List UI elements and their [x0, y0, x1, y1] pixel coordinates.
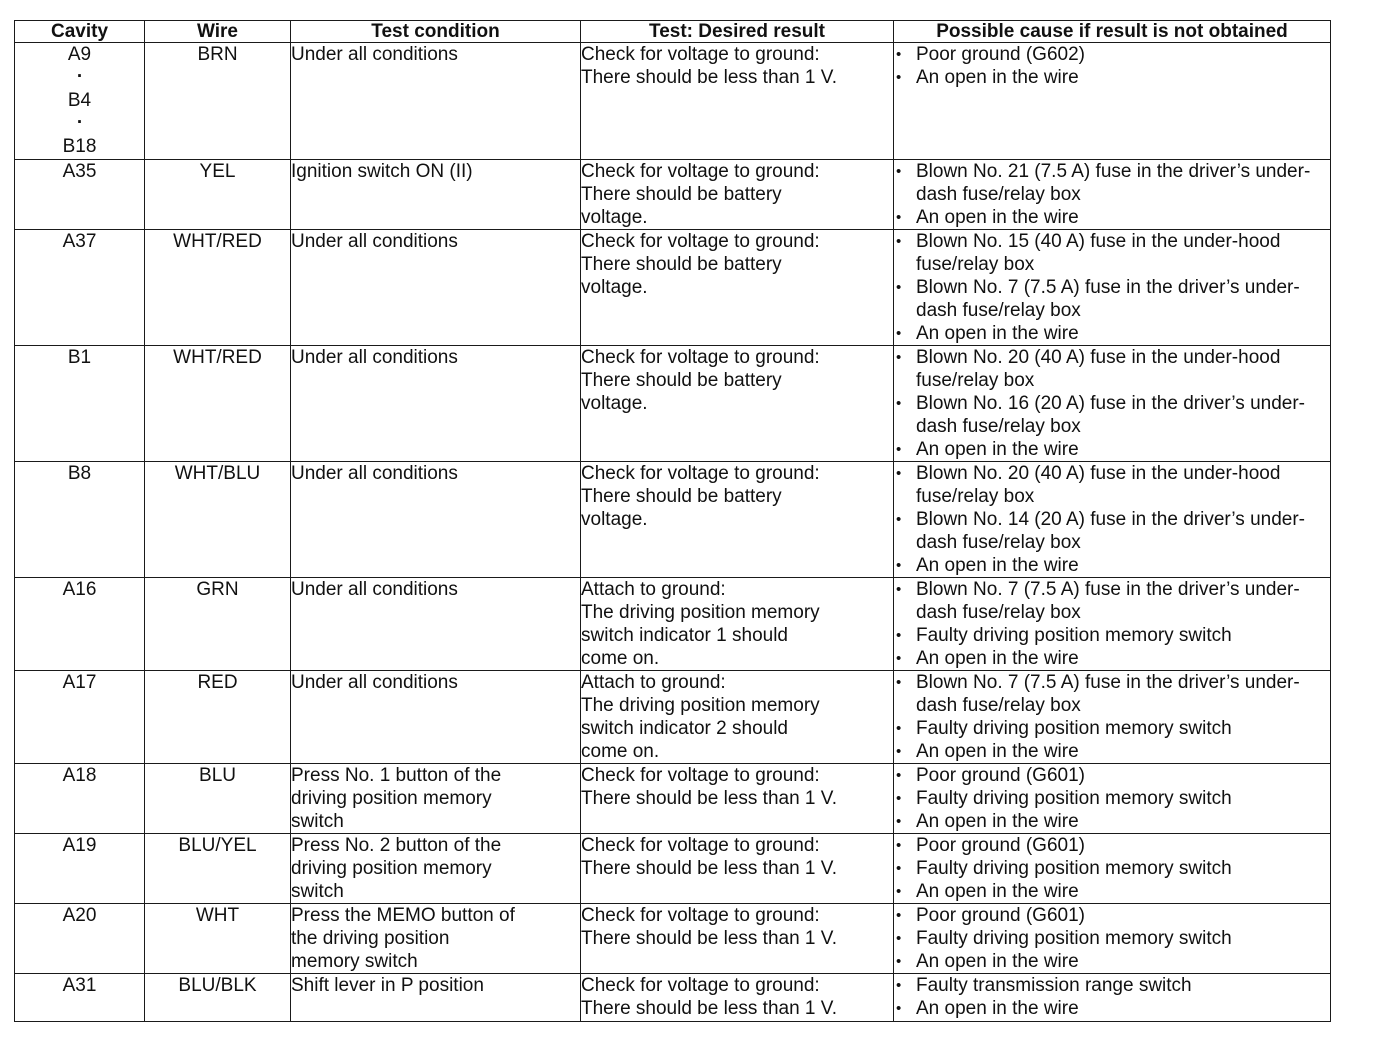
test-condition-cell: [291, 578, 581, 671]
cavity-cell: [15, 764, 145, 834]
cavity-cell: [15, 834, 145, 904]
cause-list: [894, 346, 1330, 461]
desired-result-cell: [581, 764, 894, 834]
cavity-id: A20: [62, 905, 97, 926]
cavity-id: A17: [62, 672, 97, 693]
cause-item: • Blown No. 20 (40 A) fuse in the under-hood fuse/relay box: [894, 346, 1330, 392]
test-condition-text: Under all conditions: [291, 231, 458, 252]
cavity-cell: [15, 578, 145, 671]
cause-list: [894, 462, 1330, 577]
cavity-id: A35: [62, 161, 97, 182]
cavity-list: [15, 578, 144, 601]
cause-item: • Poor ground (G601): [894, 904, 1330, 927]
cavity-cell: [15, 160, 145, 230]
cause-item: • An open in the wire: [894, 322, 1330, 345]
desired-result-text: Attach to ground: The driving position memory switch indicator 2 should come on.: [581, 672, 820, 762]
cause-list: [894, 230, 1330, 345]
cause-item: • An open in the wire: [894, 880, 1330, 903]
cause-item: • Poor ground (G601): [894, 834, 1330, 857]
test-condition-text: Shift lever in P position: [291, 975, 484, 996]
header-desired-result: Test: Desired result: [581, 21, 894, 43]
cause-list: [894, 974, 1330, 1020]
desired-result-cell: [581, 904, 894, 974]
cause-item: • Blown No. 16 (20 A) fuse in the driver’s under-dash fuse/relay box: [894, 392, 1330, 438]
cavity-id: A19: [62, 835, 97, 856]
cause-item: • An open in the wire: [894, 554, 1330, 577]
desired-result-cell: [581, 974, 894, 1022]
cavity-id: A31: [62, 975, 97, 996]
troubleshooting-sheet: [14, 20, 1330, 1022]
wire-color-cell: WHT/BLU: [145, 462, 291, 578]
desired-result-cell: [581, 230, 894, 346]
cause-item: • Poor ground (G602): [894, 43, 1330, 66]
desired-result-text: Check for voltage to ground: There should be less than 1 V.: [581, 975, 837, 1019]
cause-item: • Poor ground (G601): [894, 764, 1330, 787]
possible-cause-cell: [894, 346, 1331, 462]
cause-item: • An open in the wire: [894, 66, 1330, 89]
cause-item: • Blown No. 15 (40 A) fuse in the under-hood fuse/relay box: [894, 230, 1330, 276]
possible-cause-cell: [894, 764, 1331, 834]
cavity-list: [15, 671, 144, 694]
desired-result-text: Check for voltage to ground: There should be less than 1 V.: [581, 44, 837, 88]
test-condition-text: Press No. 1 button of the driving position memory switch: [291, 765, 502, 832]
cavity-list: [15, 904, 144, 927]
cavity-id: A16: [62, 579, 97, 600]
desired-result-cell: [581, 671, 894, 764]
test-condition-text: Under all conditions: [291, 579, 458, 600]
cause-list: [894, 671, 1330, 763]
desired-result-cell: [581, 160, 894, 230]
cause-item: • An open in the wire: [894, 647, 1330, 670]
possible-cause-cell: [894, 904, 1331, 974]
wire-color-cell: YEL: [145, 160, 291, 230]
cause-item: • Faulty driving position memory switch: [894, 717, 1330, 740]
cavity-separator: .: [76, 107, 83, 128]
table-row: [15, 578, 1331, 671]
cavity-id: A9: [67, 44, 92, 65]
cause-item: • Blown No. 7 (7.5 A) fuse in the driver’s under-dash fuse/relay box: [894, 578, 1330, 624]
cavity-id: B18: [62, 136, 97, 157]
test-condition-text: Press the MEMO button of the driving position memory switch: [291, 905, 515, 972]
cavity-id: B1: [67, 347, 92, 368]
cause-list: [894, 904, 1330, 973]
possible-cause-cell: [894, 462, 1331, 578]
test-condition-text: Ignition switch ON (II): [291, 161, 473, 182]
possible-cause-cell: [894, 160, 1331, 230]
test-condition-text: Under all conditions: [291, 347, 458, 368]
cause-item: • Blown No. 20 (40 A) fuse in the under-hood fuse/relay box: [894, 462, 1330, 508]
cause-list: [894, 578, 1330, 670]
table-row: [15, 160, 1331, 230]
test-condition-cell: [291, 764, 581, 834]
desired-result-text: Check for voltage to ground: There should be battery voltage.: [581, 231, 820, 298]
wire-color-cell: WHT/RED: [145, 230, 291, 346]
cause-list: [894, 764, 1330, 833]
test-condition-cell: [291, 160, 581, 230]
desired-result-cell: [581, 834, 894, 904]
table-row: [15, 346, 1331, 462]
cavity-list: [15, 834, 144, 857]
cause-item: • Blown No. 7 (7.5 A) fuse in the driver’s under-dash fuse/relay box: [894, 276, 1330, 322]
desired-result-cell: [581, 43, 894, 160]
table-row: [15, 974, 1331, 1022]
cause-item: • An open in the wire: [894, 740, 1330, 763]
desired-result-text: Check for voltage to ground: There should be less than 1 V.: [581, 905, 837, 949]
wire-color-cell: GRN: [145, 578, 291, 671]
cavity-cell: [15, 462, 145, 578]
cavity-list: [15, 462, 144, 485]
possible-cause-cell: [894, 578, 1331, 671]
cavity-cell: [15, 346, 145, 462]
cause-item: • Blown No. 7 (7.5 A) fuse in the driver’s under-dash fuse/relay box: [894, 671, 1330, 717]
test-condition-text: Under all conditions: [291, 463, 458, 484]
cause-item: • Faulty driving position memory switch: [894, 624, 1330, 647]
test-condition-cell: [291, 834, 581, 904]
test-condition-cell: [291, 43, 581, 160]
test-condition-cell: [291, 346, 581, 462]
cause-item: • An open in the wire: [894, 438, 1330, 461]
possible-cause-cell: [894, 974, 1331, 1022]
test-condition-text: Under all conditions: [291, 44, 458, 65]
cavity-list: [15, 346, 144, 369]
wire-color-cell: BRN: [145, 43, 291, 160]
cause-item: • Blown No. 21 (7.5 A) fuse in the driver’s under-dash fuse/relay box: [894, 160, 1330, 206]
table-row: [15, 764, 1331, 834]
desired-result-text: Attach to ground: The driving position memory switch indicator 1 should come on.: [581, 579, 820, 669]
cause-item: • An open in the wire: [894, 810, 1330, 833]
possible-cause-cell: [894, 230, 1331, 346]
cavity-list: [15, 974, 144, 997]
table-row: [15, 462, 1331, 578]
cavity-id: B4: [67, 90, 92, 111]
cavity-id: B8: [67, 463, 92, 484]
cavity-list: [15, 764, 144, 787]
possible-cause-cell: [894, 671, 1331, 764]
test-condition-cell: [291, 974, 581, 1022]
cause-list: [894, 834, 1330, 903]
cavity-cell: [15, 230, 145, 346]
cavity-list: [15, 230, 144, 253]
header-possible-cause: Possible cause if result is not obtained: [894, 21, 1331, 43]
test-condition-cell: [291, 230, 581, 346]
cavity-cell: [15, 671, 145, 764]
possible-cause-cell: [894, 43, 1331, 160]
cavity-list: [15, 160, 144, 183]
cause-item: • An open in the wire: [894, 206, 1330, 229]
header-wire: Wire: [145, 21, 291, 43]
cavity-separator: .: [76, 61, 83, 82]
cause-item: • Faulty driving position memory switch: [894, 927, 1330, 950]
table-row: [15, 230, 1331, 346]
desired-result-text: Check for voltage to ground: There should be battery voltage.: [581, 463, 820, 530]
table-row: [15, 834, 1331, 904]
possible-cause-cell: [894, 834, 1331, 904]
wire-color-cell: BLU: [145, 764, 291, 834]
header-cavity: Cavity: [15, 21, 145, 43]
cavity-cell: [15, 974, 145, 1022]
test-condition-text: Under all conditions: [291, 672, 458, 693]
table-row: [15, 671, 1331, 764]
test-condition-cell: [291, 904, 581, 974]
cavity-cell: [15, 43, 145, 160]
desired-result-text: Check for voltage to ground: There should be battery voltage.: [581, 161, 820, 228]
cavity-list: [15, 43, 144, 158]
cause-list: [894, 43, 1330, 89]
desired-result-cell: [581, 346, 894, 462]
cause-item: • An open in the wire: [894, 997, 1330, 1020]
cause-item: • Blown No. 14 (20 A) fuse in the driver’s under-dash fuse/relay box: [894, 508, 1330, 554]
header-test-condition: Test condition: [291, 21, 581, 43]
desired-result-text: Check for voltage to ground: There should be less than 1 V.: [581, 765, 837, 809]
desired-result-cell: [581, 578, 894, 671]
test-condition-text: Press No. 2 button of the driving position memory switch: [291, 835, 502, 902]
test-condition-cell: [291, 671, 581, 764]
cause-list: [894, 160, 1330, 229]
desired-result-text: Check for voltage to ground: There should be less than 1 V.: [581, 835, 837, 879]
wire-color-cell: BLU/BLK: [145, 974, 291, 1022]
desired-result-cell: [581, 462, 894, 578]
wire-color-cell: WHT/RED: [145, 346, 291, 462]
table-row: [15, 43, 1331, 160]
cause-item: • Faulty transmission range switch: [894, 974, 1330, 997]
wire-color-cell: RED: [145, 671, 291, 764]
cavity-id: A18: [62, 765, 97, 786]
table-row: [15, 904, 1331, 974]
desired-result-text: Check for voltage to ground: There should be battery voltage.: [581, 347, 820, 414]
cause-item: • Faulty driving position memory switch: [894, 787, 1330, 810]
cavity-cell: [15, 904, 145, 974]
wire-color-cell: WHT: [145, 904, 291, 974]
cavity-id: A37: [62, 231, 97, 252]
terminal-test-table: [14, 20, 1331, 1022]
cause-item: • Faulty driving position memory switch: [894, 857, 1330, 880]
cause-item: • An open in the wire: [894, 950, 1330, 973]
test-condition-cell: [291, 462, 581, 578]
wire-color-cell: BLU/YEL: [145, 834, 291, 904]
header-row: [15, 21, 1331, 43]
